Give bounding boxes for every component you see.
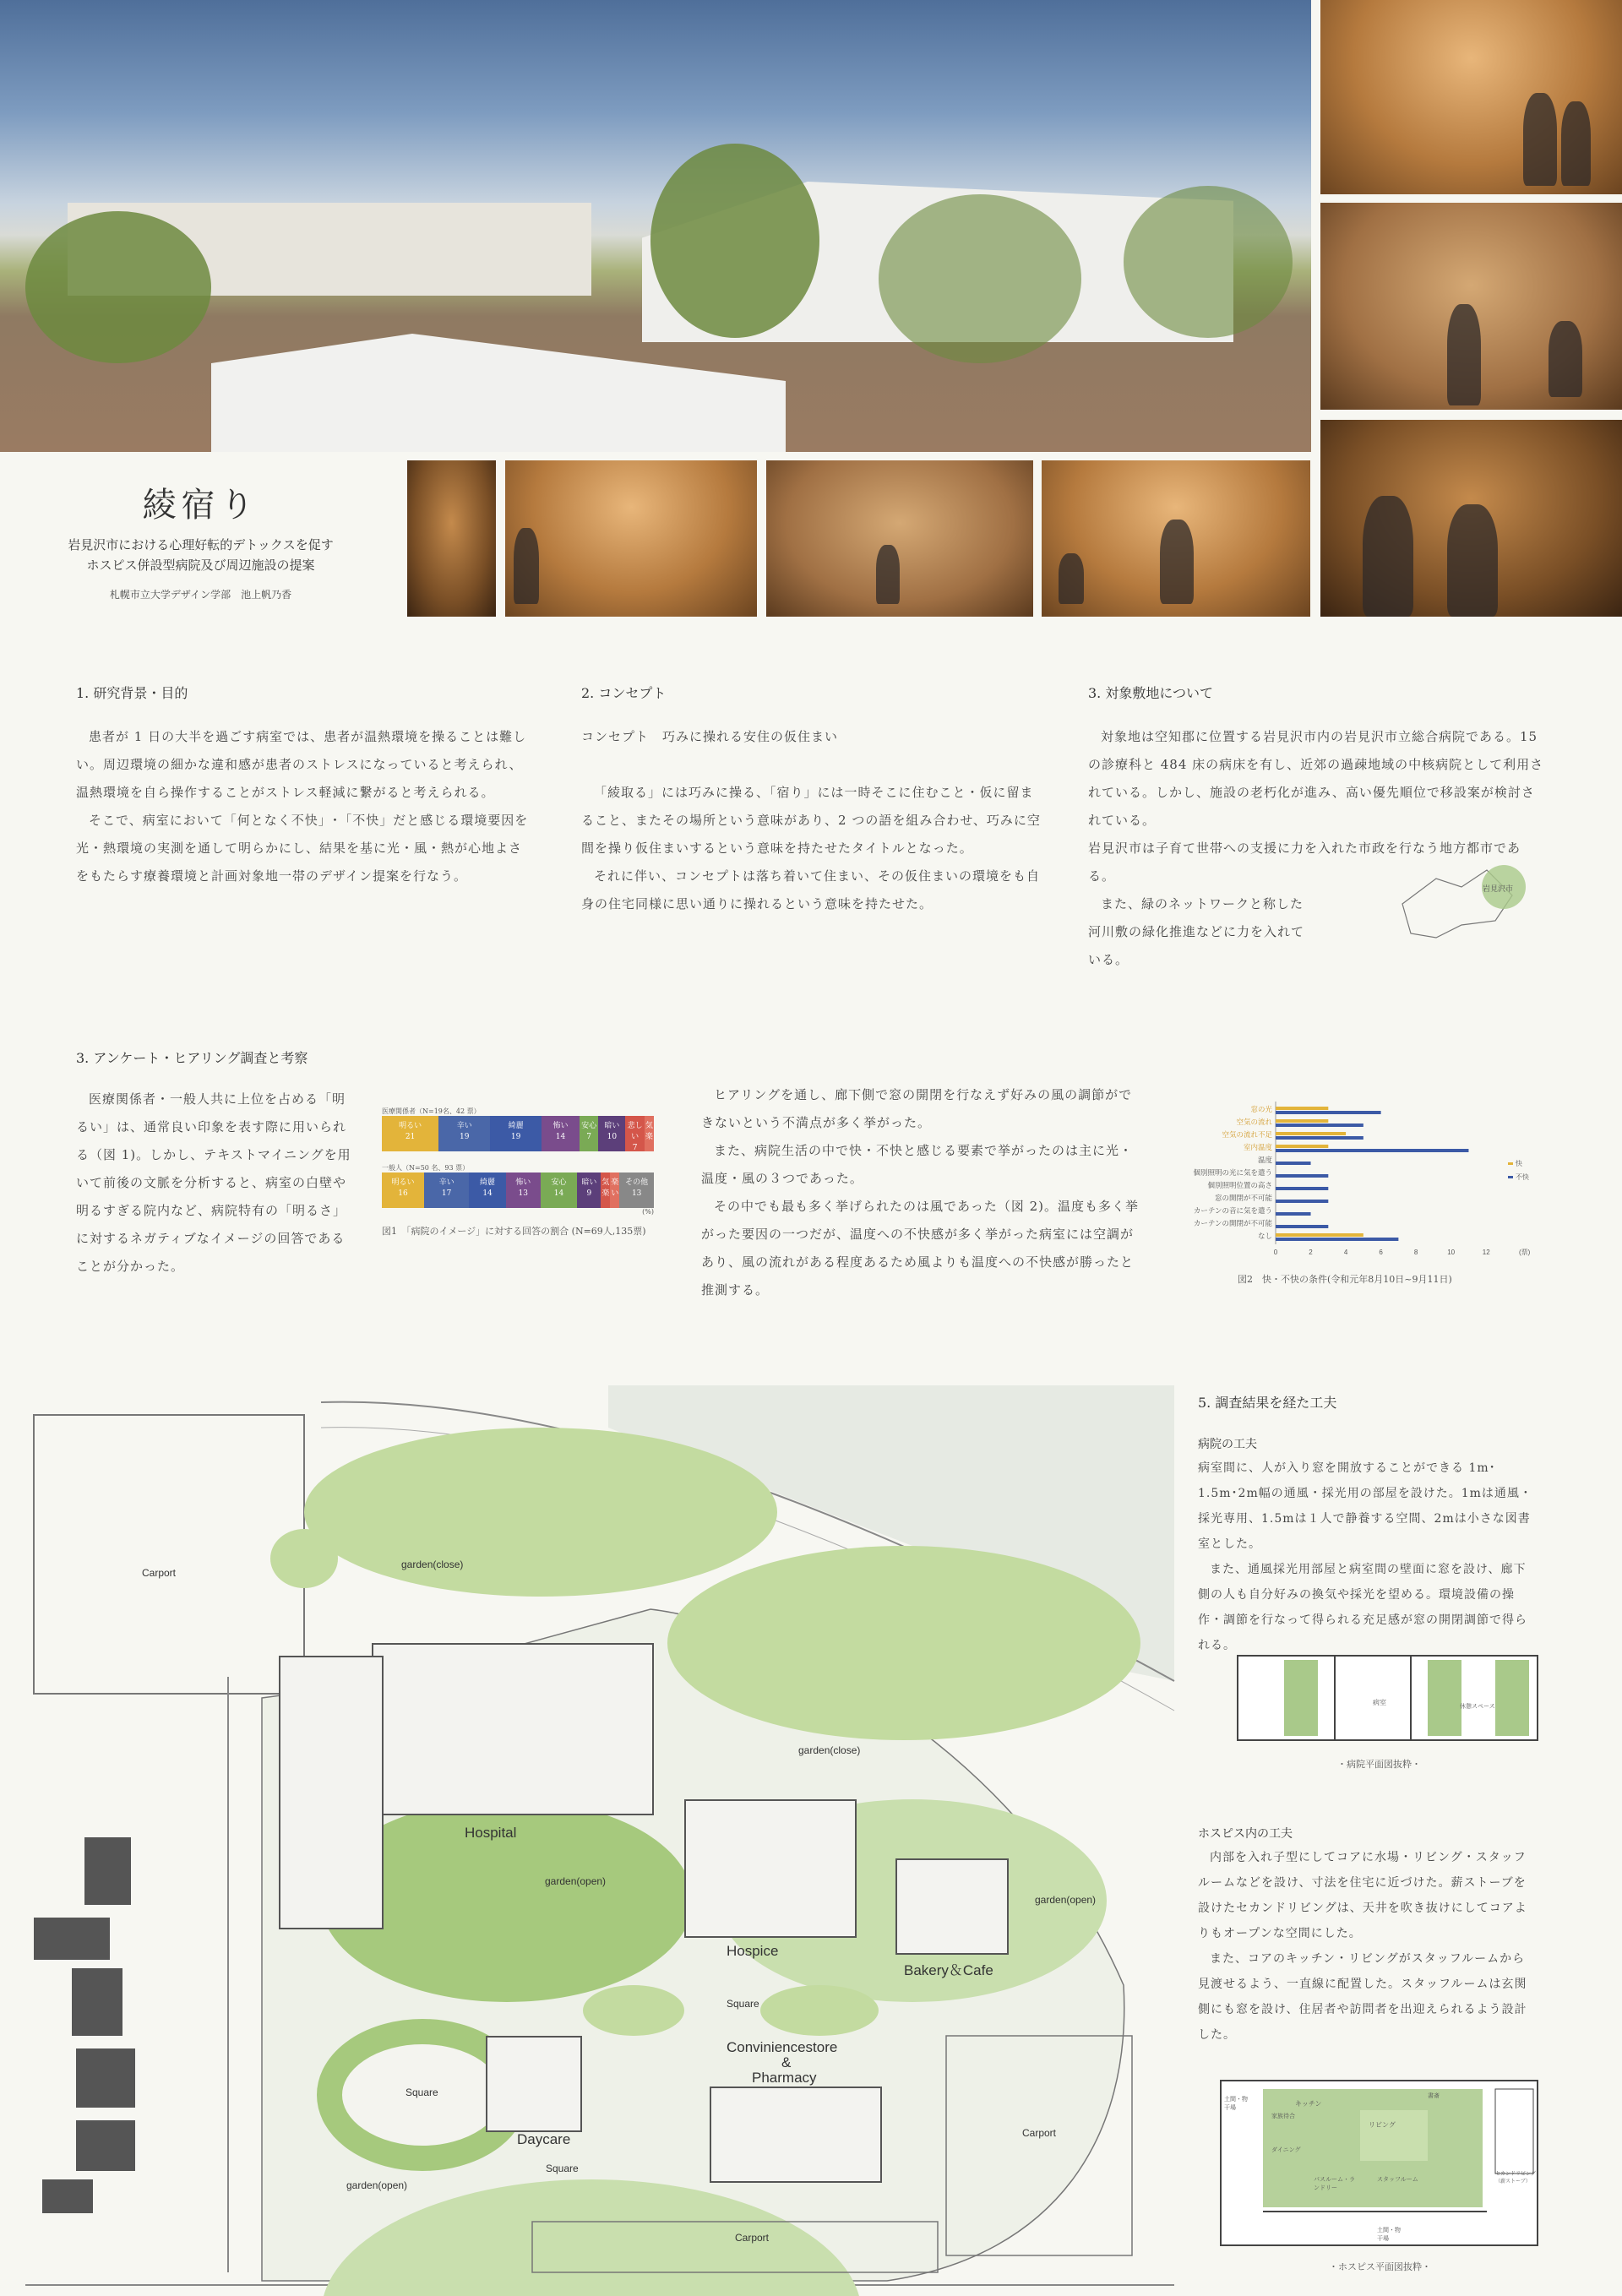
neighbour-building <box>76 2120 135 2171</box>
fig1-segment: 暗い 9 <box>577 1172 601 1208</box>
plan-label-hospice: Hospice <box>727 1943 779 1959</box>
section-concept <box>581 683 1046 918</box>
plan-label-square-1: Square <box>727 1998 759 2010</box>
section3b-paragraph2: ヒアリングを通し、廊下側で窓の開閉を行なえず好みの風の調節ができないという不満点が多く挙がった。 <box>701 1087 1133 1130</box>
hospice-features-p1: 内部を入れ子型にしてコアに水場・リビング・スタッフルームなどを設け、寸法を住宅に近づけた。薪ストーブを設けたセカンドリビングは、天井を吹き抜けにしてコアよりもオープンな空間にした。 <box>1198 1851 1527 1940</box>
site-plan <box>0 1377 1183 2296</box>
section3b-heading: 3. アンケート・ヒアリング調査と考察 <box>76 1050 308 1066</box>
fig1-segment: 綺麗 14 <box>469 1172 506 1208</box>
fig2-bar-discomfort <box>1276 1162 1311 1165</box>
hospice-label-study: 書斎 <box>1428 2092 1440 2099</box>
section3a-paragraph2: 岩見沢市は子育て世帯への支援に力を入れた市政を行なう地方都市である。 <box>1088 841 1521 884</box>
fig2-bar-discomfort <box>1276 1200 1328 1203</box>
subtitle-line2: ホスピス併設型病院及び周辺施設の提案 <box>86 558 315 573</box>
neighbour-building <box>72 1968 122 2036</box>
section-survey <box>76 1047 355 1281</box>
interior-photo-lounge <box>1042 460 1310 617</box>
hospice-plan-caption: ・ホスピス平面図抜粋・ <box>1329 2261 1431 2272</box>
fig1-segment: 悲しい 7 <box>625 1116 644 1151</box>
section3b-paragraph4: その中でも最も多く挙げられたのは風であった（図 2)。温度も多く挙がった要因の一つだが、温度への不快感が多く挙がった病室には空調があり、風の流れがある程度あるため風よりも温度への不快感が勝ったと推測する。 <box>701 1199 1140 1298</box>
fig2-category-label: カーテンの音に気を遣う <box>1193 1206 1272 1215</box>
fig2-category-label: カーテンの開閉が不可能 <box>1193 1219 1272 1227</box>
fig2-legend-swatch <box>1508 1176 1513 1178</box>
fig1-segment: 明るい 16 <box>382 1172 424 1208</box>
plan-label-carport-right: Carport <box>1022 2127 1057 2139</box>
section2-paragraph1: 「綾取る」には巧みに操る、「宿り」には一時そこに住むこと・仮に留まること、またその場所という意味があり、2 つの語を組み合わせ、巧みに空間を操り仮住まいするという意味を持たせたタイトルとなった。 <box>581 785 1041 856</box>
fig1-segment: 明るい 21 <box>382 1116 438 1151</box>
fig1-group1-bar <box>382 1116 654 1151</box>
hero-exterior-render <box>0 0 1311 452</box>
hospice-label-doma-2: 土間・物干場 <box>1377 2227 1401 2242</box>
fig2-caption: 図2 快・不快の条件(令和元年8月10日~9月11日) <box>1238 1274 1452 1285</box>
plan-label-bakery: Bakery＆Cafe <box>904 1962 993 1978</box>
section1-paragraph1: 患者が 1 日の大半を過ごす病室では、患者が温熱環境を操ることは難しい。周辺環境の細かな違和感が患者のストレスになっていると考えられ、温熱環境を自ら操作することがストレス軽減に繋がると考えられる。 <box>76 729 527 800</box>
fig2-x-tick: 10 <box>1447 1249 1456 1256</box>
section1-paragraph2: そこで、病室において「何となく不快」･「不快」だと感じる環境要因を光・熱環境の実測を通して明らかにし、結果を基に光・風・熱が心地よさをもたらす療養環境と計画対象地一帯のデザイン提案を行なう。 <box>76 813 529 884</box>
section3a-paragraph3: また、緑のネットワークと称した河川敷の緑化推進などに力を入れている。 <box>1088 896 1305 967</box>
fig1-group1-label: 医療関係者（N=19名、42 票） <box>382 1107 481 1115</box>
section-hospice-features <box>1198 1825 1536 2048</box>
hospice-features-heading: ホスピス内の工夫 <box>1198 1827 1293 1841</box>
hospice-label-bath: パスルーム・ランドリー <box>1314 2176 1355 2191</box>
neighbour-building <box>34 1918 110 1960</box>
figure1 <box>382 1107 654 1238</box>
neighbour-building <box>76 2048 135 2108</box>
section3a-heading: 3. 対象敷地について <box>1088 685 1214 701</box>
neighbour-building <box>42 2179 93 2213</box>
interior-photo-living <box>1320 203 1622 410</box>
hospice-plan-excerpt <box>1216 2076 1542 2250</box>
plan-label-carport-bottom: Carport <box>735 2232 770 2244</box>
fig1-group2-bar <box>382 1172 654 1208</box>
fig1-segment: 楽い <box>610 1172 619 1208</box>
section2-heading: 2. コンセプト <box>581 685 667 701</box>
fig2-category-label: 窓の開閉が不可能 <box>1214 1194 1272 1202</box>
fig2-category-label: 空気の流れ <box>1236 1118 1272 1126</box>
fig2-legend-swatch <box>1508 1162 1513 1165</box>
concept-statement: コンセプト 巧みに操れる安住の仮住まい <box>581 729 839 744</box>
hospital-building <box>372 1643 654 1815</box>
fig2-bar-comfort <box>1276 1132 1346 1135</box>
fig2-bar-discomfort <box>1276 1174 1328 1178</box>
fig2-category-label: 個別照明の光に気を遣う <box>1193 1168 1272 1177</box>
fig2-category-label: なし <box>1257 1232 1272 1240</box>
fig2-x-tick: 6 <box>1379 1249 1383 1256</box>
interior-photo-window <box>407 460 496 617</box>
hospital-plan-caption: ・病院平面図抜粋・ <box>1337 1759 1421 1770</box>
bakery-building <box>895 1858 1009 1955</box>
hospice-label-doma-1: 土間・物干場 <box>1224 2096 1248 2111</box>
fig2-bar-discomfort <box>1276 1136 1363 1140</box>
fig1-segment: 怖い 13 <box>506 1172 541 1208</box>
hospice-label-staffroom: スタッフルーム <box>1377 2176 1418 2183</box>
fig2-bar-discomfort <box>1276 1187 1328 1190</box>
plan-label-daycare: Daycare <box>517 2131 571 2147</box>
fig1-group2-label: 一般人（N=50 名、93 票） <box>382 1164 470 1172</box>
plan-label-hospital: Hospital <box>465 1825 517 1841</box>
fig2-bar-comfort <box>1276 1119 1328 1123</box>
fig2-bar-comfort <box>1276 1145 1328 1148</box>
fig2-x-tick: 4 <box>1343 1249 1348 1256</box>
section-survey-continued <box>701 1081 1140 1304</box>
fig2-bar-comfort <box>1276 1107 1328 1110</box>
plan-label-conviniencestore: Conviniencestore <box>727 2039 838 2055</box>
fig2-category-label: 窓の光 <box>1250 1105 1272 1113</box>
conviniencestore-building <box>710 2087 882 2183</box>
plan-label-ampersand: & <box>781 2054 792 2070</box>
plan-label-garden-open-1: garden(open) <box>545 1875 607 1887</box>
fig2-legend-label: 不快 <box>1516 1173 1529 1181</box>
plan-label-square-2: Square <box>406 2087 438 2098</box>
hospice-label-kitchen: キッチン <box>1295 2100 1322 2108</box>
fig1-segment: 安心 14 <box>541 1172 578 1208</box>
fig1-segment: 辛い 17 <box>424 1172 469 1208</box>
subtitle-line1: 岩見沢市における心理好転的デトックスを促す <box>68 537 334 552</box>
plan-label-garden-close-2: garden(close) <box>798 1744 861 1756</box>
fig2-bar-discomfort <box>1276 1238 1398 1241</box>
hokkaido-map <box>1385 853 1538 955</box>
hospital-plan-excerpt <box>1233 1651 1542 1749</box>
fig2-bar-comfort <box>1276 1233 1363 1237</box>
neighbour-building <box>84 1837 131 1905</box>
plan-label-garden-close-1: garden(close) <box>401 1559 464 1570</box>
hospice-building <box>684 1799 857 1938</box>
fig2-x-tick: 2 <box>1309 1249 1313 1256</box>
fig1-segment: 気楽 <box>645 1116 654 1151</box>
hospice-label-living: リビング <box>1369 2121 1396 2129</box>
hospice-label-family: 家族待合 <box>1271 2113 1295 2119</box>
figure2-chart <box>1149 1098 1546 1301</box>
fig2-legend-label: 快 <box>1516 1160 1522 1167</box>
title-block <box>0 454 401 615</box>
plan-label-carport-top: Carport <box>142 1567 177 1579</box>
interior-photo-dining <box>505 460 757 617</box>
hospital-plan-rest-label: 休憩スペース <box>1460 1703 1495 1710</box>
hospital-plan-room-label: 病室 <box>1373 1699 1386 1706</box>
fig2-bar-discomfort <box>1276 1225 1328 1228</box>
fig2-x-unit: (票) <box>1519 1249 1531 1256</box>
daycare-building <box>486 2036 582 2132</box>
fig2-category-label: 空気の流れ不足 <box>1222 1130 1272 1139</box>
fig1-unit: (%) <box>642 1208 654 1216</box>
hospital-wing <box>279 1656 384 1929</box>
hospice-features-p2: また、コアのキッチン・リビングがスタッフルームから見渡せるよう、一直線に配置した。スタッフルームは玄関側にも窓を設け、住居者や訪問者を出迎えられるよう設計した。 <box>1198 1952 1527 2042</box>
hospital-features-heading: 病院の工夫 <box>1198 1438 1257 1451</box>
section3b-paragraph3: また、病院生活の中で快・不快と感じる要素で挙がったのは主に光・温度・風の３つであった。 <box>701 1143 1134 1186</box>
fig2-category-label: 室内温度 <box>1243 1143 1272 1151</box>
plan-label-garden-open-3: garden(open) <box>346 2179 408 2191</box>
fig1-segment: 安心 7 <box>580 1116 598 1151</box>
interior-photo-playroom <box>766 460 1033 617</box>
fig1-segment: 気楽 <box>601 1172 610 1208</box>
section1-heading: 1. 研究背景・目的 <box>76 685 188 701</box>
hospital-features-p2: また、通風採光用部屋と病室間の壁面に窓を設け、廊下側の人も自分好みの換気や採光を望める。環境設備の操作・調節を行なって得られる充足感が窓の開閉調節で得られる。 <box>1198 1563 1527 1652</box>
section5-heading: 5. 調査結果を経た工夫 <box>1198 1395 1337 1411</box>
hospice-label-dining: ダイニング <box>1271 2146 1301 2153</box>
fig2-x-tick: 8 <box>1413 1249 1418 1256</box>
fig1-segment: 辛い 19 <box>438 1116 490 1151</box>
fig1-segment: 暗い 10 <box>598 1116 625 1151</box>
hospital-features-p1: 病室間に、人が入り窓を開放することができる 1m･1.5m･2m幅の通風・採光用の部屋を設けた。1mは通風・採光専用、1.5mは１人で静養する空間、2mは小さな図書室とした。 <box>1198 1461 1532 1551</box>
fig2-x-tick: 0 <box>1273 1249 1278 1256</box>
fig2-bar-discomfort <box>1276 1124 1363 1127</box>
fig1-segment: 怖い 14 <box>542 1116 580 1151</box>
page-title: 綾宿り <box>142 486 259 525</box>
section3a-paragraph1: 対象地は空知郡に位置する岩見沢市内の岩見沢市立総合病院である。15 の診療科と 484 床の病床を有し、近郊の過疎地域の中核病院として利用されている。しかし、施設の老朽化が進み、高い優先順位で移設案が検討されている。 <box>1088 729 1544 828</box>
interior-photo-lobby <box>1320 420 1622 617</box>
section-background <box>76 683 532 890</box>
fig2-x-tick: 12 <box>1482 1249 1490 1256</box>
plan-label-garden-open-2: garden(open) <box>1035 1894 1097 1906</box>
fig1-segment: 綺麗 19 <box>490 1116 542 1151</box>
fig2-category-label: 個別照明位置の高さ <box>1207 1181 1272 1189</box>
fig2-svg <box>1149 1098 1546 1267</box>
section3b-paragraph1: 医療関係者・一般人共に上位を占める「明るい」は、通常良い印象を表す際に用いられる（図 1)。しかし、テキストマイニングを用いて前後の文脈を分析すると、病室の白壁や明るすぎる院内など、病院特有の「明るさ」に対するネガティブなイメージの回答であることが分かった。 <box>76 1091 351 1274</box>
fig1-segment: その他 13 <box>619 1172 654 1208</box>
interior-photo-corridor <box>1320 0 1622 194</box>
fig2-bar-discomfort <box>1276 1111 1381 1114</box>
author: 札幌市立大学デザイン学部 池上帆乃香 <box>109 589 292 601</box>
map-city-label: 岩見沢市 <box>1483 885 1514 894</box>
section-design-features <box>1198 1392 1536 1658</box>
hospice-label-second-living: セカンドリビング（薪ストーブ） <box>1495 2171 1536 2184</box>
plan-label-square-3: Square <box>546 2163 579 2174</box>
fig1-caption: 図1 「病院のイメージ」に対する回答の割合 (N=69人,135票) <box>382 1226 646 1237</box>
fig2-bar-discomfort <box>1276 1149 1468 1152</box>
fig2-category-label: 温度 <box>1257 1156 1272 1164</box>
plan-label-pharmacy: Pharmacy <box>752 2070 817 2086</box>
section2-paragraph2: それに伴い、コンセプトは落ち着いて住まい、その仮住まいの環境をも自身の住宅同様に思い通りに操れるという意味を持たせた。 <box>581 868 1041 911</box>
fig2-bar-discomfort <box>1276 1212 1311 1216</box>
